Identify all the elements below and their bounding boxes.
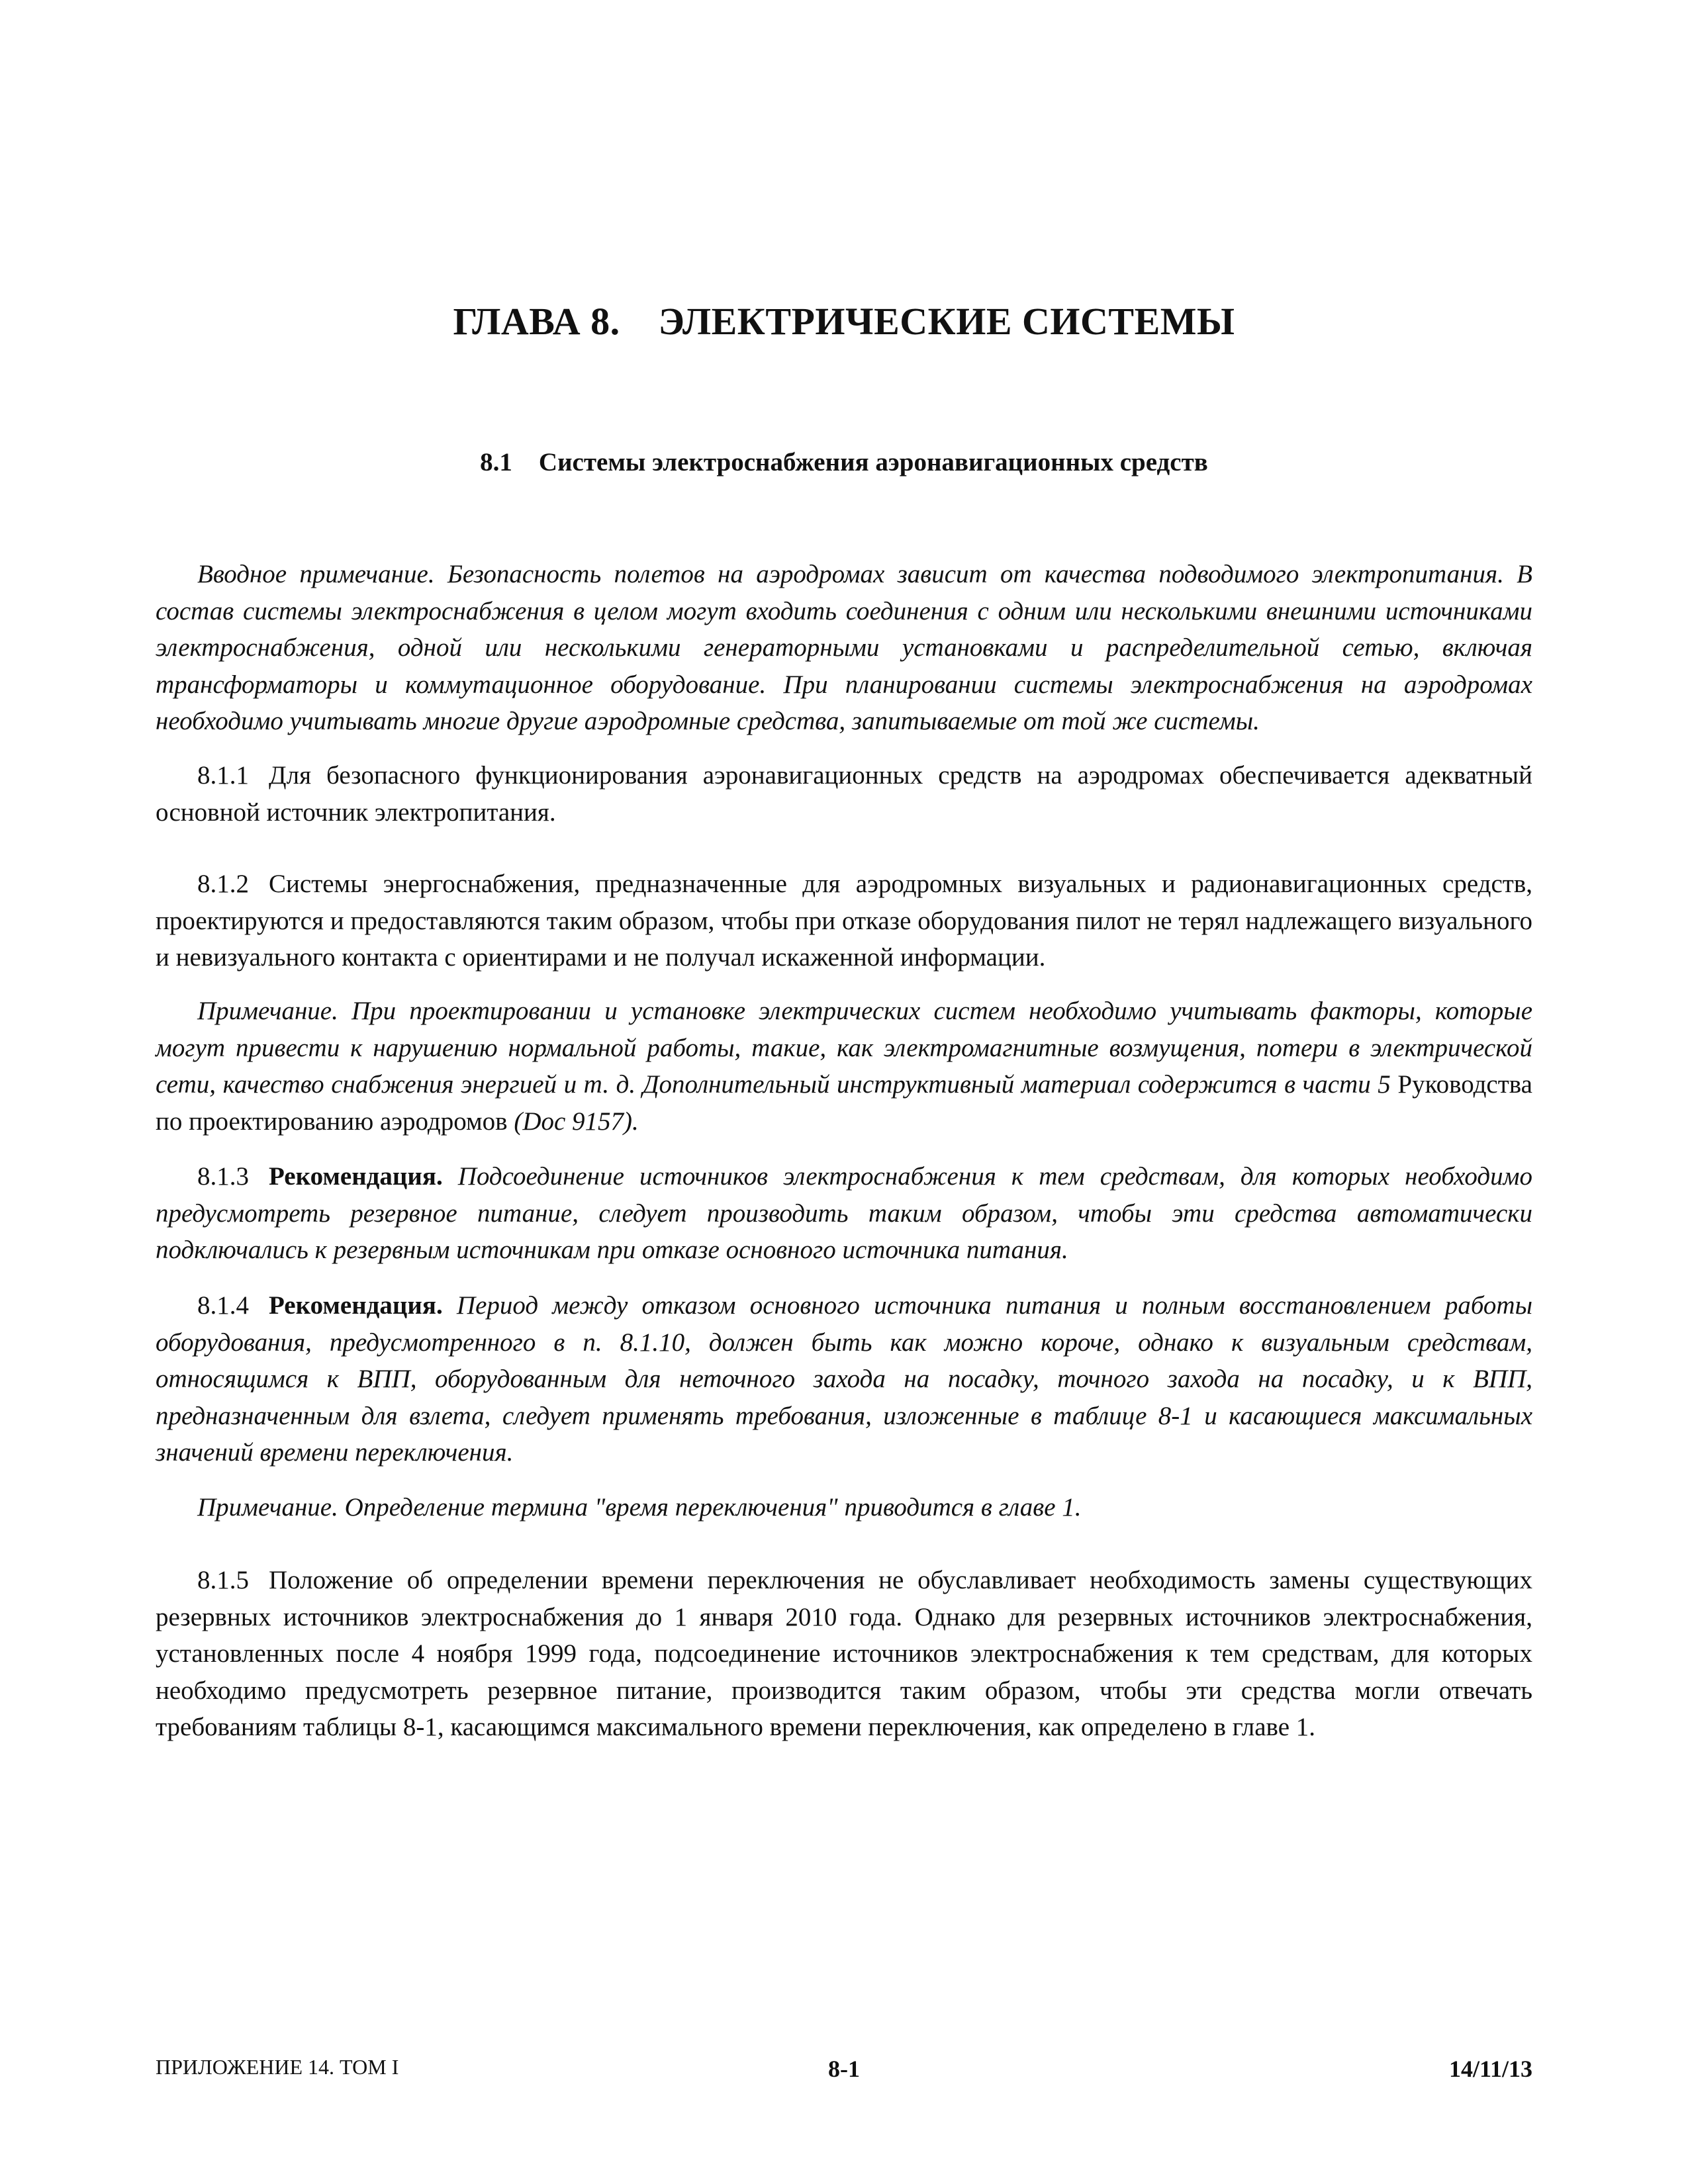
- paragraph-8-1-3: [156, 1158, 1532, 1269]
- note-1: [156, 993, 1532, 1140]
- footer-document-name: ПРИЛОЖЕНИЕ 14. ТОМ I: [156, 2055, 399, 2079]
- intro-note: Вводное примечание. Безопасность полетов на аэродромах зависит от качества подводимого электропитания. В состав системы электроснабжения в целом могут входить соединения с одним или несколькими внешними источниками электроснабжения, одной или несколькими генераторными установками и распределительной сетью, включая трансформаторы и коммутационное оборудование. При планировании системы электроснабжения на аэродромах необходимо учитывать многие другие аэродромные средства, запитываемые от той же системы.: [156, 560, 1532, 735]
- section-title: [0, 447, 1688, 477]
- footer-page-number: 8-1: [828, 2056, 860, 2082]
- section-name: Системы электроснабжения аэронавигационных средств: [538, 448, 1208, 477]
- recommendation-label: Рекомендация.: [269, 1291, 443, 1320]
- paragraph-number: 8.1.5: [197, 1566, 249, 1594]
- paragraph-8-1-4: [156, 1287, 1532, 1471]
- paragraph-number: 8.1.1: [197, 761, 249, 790]
- note-doc-ref: (Doc 9157).: [514, 1107, 639, 1136]
- chapter-name: ЭЛЕКТРИЧЕСКИЕ СИСТЕМЫ: [658, 300, 1235, 343]
- chapter-number: ГЛАВА 8.: [453, 300, 620, 343]
- paragraph-number: 8.1.4: [197, 1291, 249, 1320]
- recommendation-label: Рекомендация.: [269, 1162, 443, 1191]
- section-number: 8.1: [480, 448, 512, 477]
- paragraph-number: 8.1.2: [197, 870, 249, 898]
- paragraph-text: Для безопасного функционирования аэронавигационных средств на аэродромах обеспечивается адекватный основной источник электропитания.: [156, 761, 1532, 827]
- footer-date: 14/11/13: [1448, 2056, 1532, 2082]
- paragraph-8-1-5: [156, 1562, 1532, 1746]
- paragraph-text: Положение об определении времени переключения не обуславливает необходимость замены существующих резервных источников электроснабжения до 1 января 2010 года. Однако для резервных источников электроснабжения, установленных после 4 ноября 1999 года, подсоединение источников электроснабжения к тем средствам, для которых необходимо предусмотреть резервное питание, производится таким образом, чтобы эти средства могли отвечать требованиям таблицы 8-1, касающимся максимального времени переключения, как определено в главе 1.: [156, 1566, 1532, 1741]
- paragraph-text: Период между отказом основного источника питания и полным восстановлением работы оборудования, предусмотренного в п. 8.1.10, должен быть как можно короче, однако к визуальным средствам, относящимся к ВПП, оборудованным для неточного захода на посадку, точного захода на посадку, и к ВПП, предназначенным для взлета, следует применять требования, изложенные в таблице 8-1 и касающиеся максимальных значений времени переключения.: [156, 1291, 1533, 1467]
- paragraph-text: Подсоединение источников электроснабжения к тем средствам, для которых необходимо предусмотреть резервное питание, следует производить таким образом, чтобы эти средства автоматически подключались к резервным источникам при отказе основного источника питания.: [156, 1162, 1532, 1264]
- note-text: Примечание. При проектировании и установке электрических систем необходимо учитывать факторы, которые могут привести к нарушению нормальной работы, такие, как электромагнитные возмущения, потери в электрической сети, качество снабжения энергией и т. д. Дополнительный инструктивный материал содержится в части 5: [156, 997, 1532, 1099]
- paragraph-number: 8.1.3: [197, 1162, 249, 1191]
- paragraph-text: Системы энергоснабжения, предназначенные для аэродромных визуальных и радионавигационных средств, проектируются и предоставляются таким образом, чтобы при отказе оборудования пилот не терял надлежащего визуального и невизуального контакта с ориентирами и не получал искаженной информации.: [156, 870, 1532, 972]
- note-doc-title: Руководства по проектированию аэродромов: [156, 1070, 1532, 1136]
- paragraph-8-1-1: [156, 757, 1532, 831]
- note-2: Примечание. Определение термина "время переключения" приводится в главе 1.: [197, 1493, 1082, 1522]
- chapter-title: [0, 299, 1688, 343]
- paragraph-8-1-2: [156, 866, 1532, 976]
